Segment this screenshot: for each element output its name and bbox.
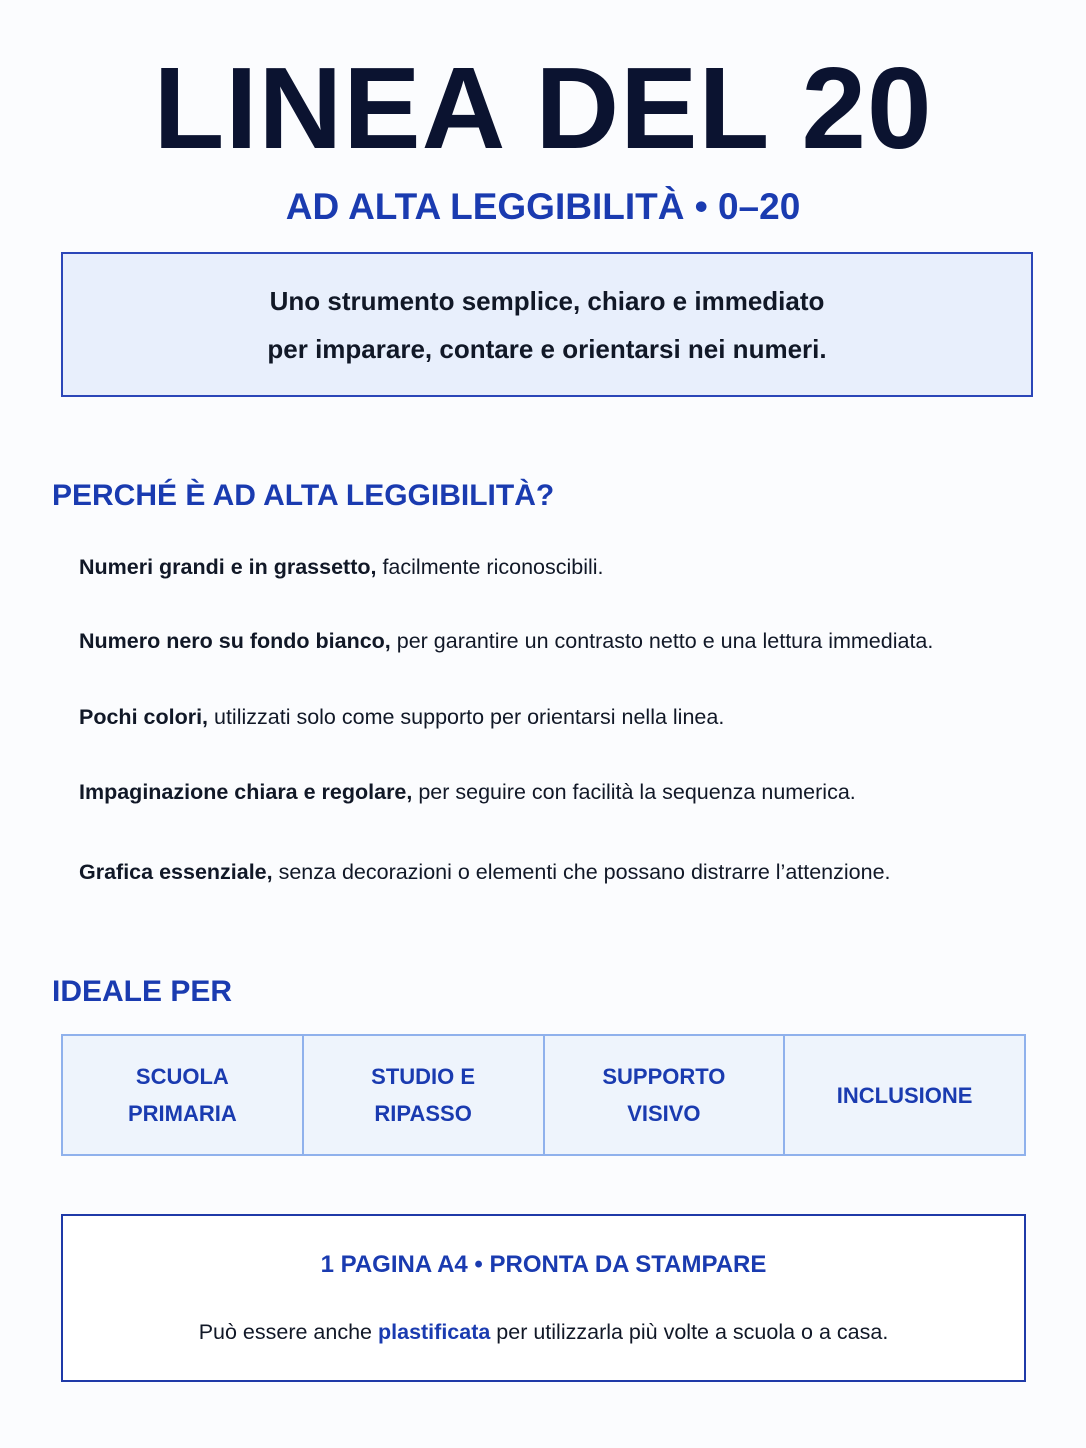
ideal-cell-line: STUDIO E (371, 1064, 476, 1089)
ideal-cell-line: VISIVO (627, 1101, 701, 1126)
ideal-cell-inclusion (785, 1036, 1024, 1154)
intro-line-1: Uno strumento semplice, chiaro e immediato (269, 285, 825, 316)
feature-item-bold: Numeri grandi e in grassetto, (79, 555, 377, 579)
print-text-after: per utilizzarla più volte a scuola o a casa. (490, 1320, 889, 1344)
ideal-cell-line: SUPPORTO (602, 1064, 726, 1089)
ideal-cell-line: SCUOLA (135, 1064, 229, 1089)
ideal-cell-line: PRIMARIA (127, 1101, 237, 1126)
print-info-box (61, 1214, 1026, 1382)
intro-box (61, 252, 1033, 397)
ideal-cell-line: INCLUSIONE (836, 1082, 973, 1108)
feature-item (79, 703, 1069, 731)
feature-item (79, 778, 1069, 806)
feature-item-bold: Impaginazione chiara e regolare, (79, 780, 413, 804)
feature-item (79, 627, 1069, 655)
ideal-cell-line: RIPASSO (374, 1101, 472, 1126)
print-text-highlight: plastificata (378, 1320, 491, 1344)
ideal-heading: IDEALE PER (52, 975, 233, 1008)
ideal-cell-visual-support (545, 1036, 786, 1154)
feature-item-bold: Grafica essenziale, (79, 860, 273, 884)
feature-item-bold: Numero nero su fondo bianco, (79, 629, 391, 653)
page-subtitle: AD ALTA LEGGIBILITÀ • 0–20 (285, 186, 801, 227)
feature-item-text: senza decorazioni o elementi che possano distrarre l’attenzione. (272, 860, 891, 884)
ideal-for-table (61, 1034, 1026, 1156)
feature-item-text: per garantire un contrasto netto e una lettura immediata. (390, 629, 934, 653)
print-text-before: Può essere anche (198, 1320, 378, 1344)
feature-item-text: per seguire con facilità la sequenza numerica. (412, 780, 856, 804)
intro-line-2: per imparare, contare e orientarsi nei numeri. (267, 333, 827, 364)
print-text (63, 1317, 1024, 1347)
feature-item-bold: Pochi colori, (79, 705, 209, 729)
feature-item-text: facilmente riconoscibili. (376, 555, 604, 579)
why-heading: PERCHÉ È AD ALTA LEGGIBILITÀ? (52, 479, 555, 512)
feature-item (79, 553, 1069, 581)
feature-item-text: utilizzati solo come supporto per orientarsi nella linea. (208, 705, 725, 729)
print-title: 1 PAGINA A4 • PRONTA DA STAMPARE (320, 1251, 767, 1278)
page-title: LINEA DEL 20 (153, 43, 933, 173)
feature-item (79, 858, 1069, 886)
ideal-cell-primary-school (63, 1036, 304, 1154)
ideal-cell-study-review (304, 1036, 545, 1154)
